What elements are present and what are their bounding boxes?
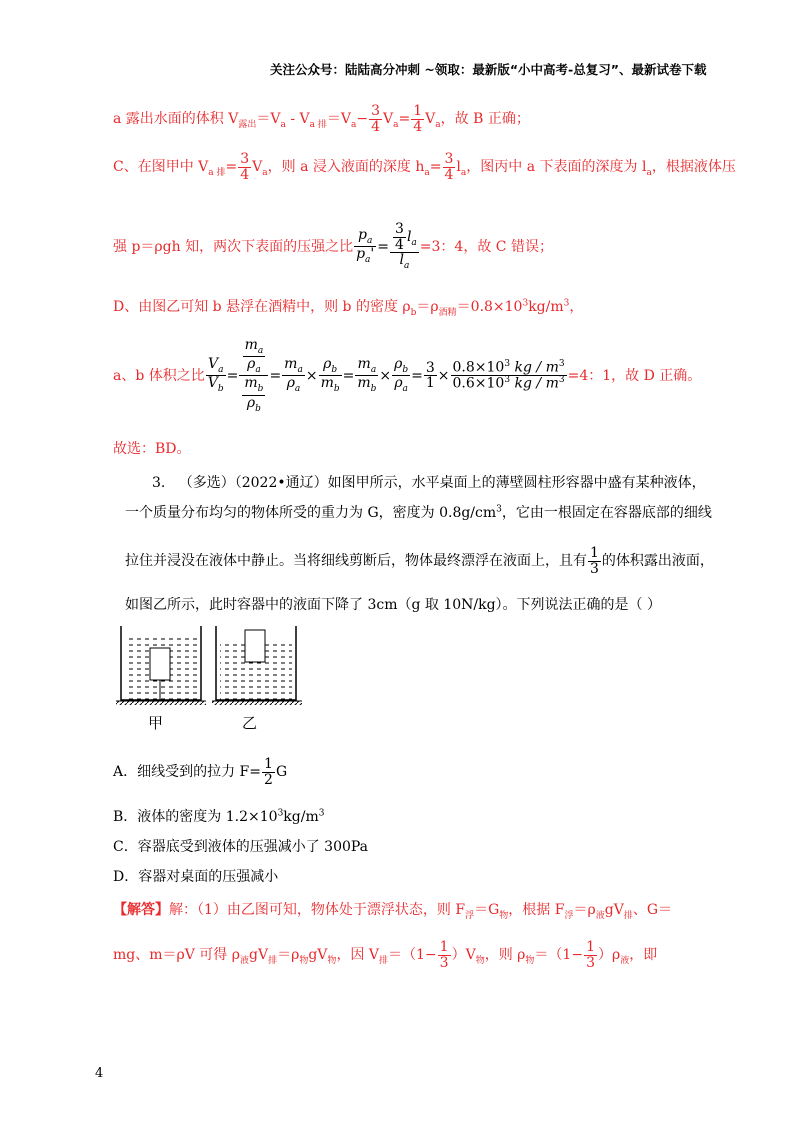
question-line-1: 3. （多选）（2022•通辽）如图甲所示，水平桌面上的薄壁圆柱形容器中盛有某种液体，: [152, 475, 706, 491]
container-diagram: [112, 618, 312, 738]
option-d: D．容器对桌面的压强减小: [113, 869, 279, 885]
fraction-1-4: $\frac{1}{4}$: [413, 103, 423, 135]
question-line-2: 一个质量分布均匀的物体所受的重力为 G，密度为 $0.8g/cm^3$，它由一根固定在容器底部的细线: [125, 504, 712, 521]
answer-line: 故选：BD。: [113, 441, 191, 457]
solution-line-7: mg、m＝ρV 可得 $\rho_液gV_排=\rho_物gV_物$，因 $V_排=(1-$ $\frac{1}{3}$ ）$V_物$，则 $\rho_物=(1-$ $\frac{1}{3}$ ）$\rho_液$，即: [113, 939, 658, 971]
label-jia: 甲: [148, 714, 164, 732]
solution-line-4: D、由图乙可知 b 悬浮在酒精中，则 b 的密度 $\rho_b=\rho_{酒精}=0.8\times 10^3kg/m^3$，: [113, 298, 584, 318]
option-a: A．细线受到的拉力 F= $\frac{1}{2}$ G: [113, 756, 288, 788]
page-number: 4: [95, 1066, 104, 1081]
object-yi: [245, 630, 265, 662]
figure-containers: [112, 618, 312, 738]
option-c: C．容器底受到液体的压强减小了 300Pa: [113, 839, 369, 855]
question-line-4: 如图乙所示，此时容器中的液面下降了 3cm（g 取 10N/kg）。下列说法正确的是（ ）: [125, 597, 662, 613]
solution-line-5: a、b 体积之比 $\frac{V_a}{V_b}$ = $\frac{\frac{m_a}{\rho_a}}{\frac{m_b}{\rho_b}}$ = $\frac{m_a}{\rho_a}$ × $\frac{\rho_b}{m_b}$ = $\frac{m_a}{m_b}$ × $\frac{\rho_b}{\rho_a}$ = $\frac{3}{1}$ × $\frac{0.8\times 10^3 kg / m^3}{0.6\times 10^3 kg / m^3}$ =4：1，故 D 正确。: [113, 337, 702, 414]
solution-line-2: C、在图甲中 $V_{a 排}=$ $\frac{3}{4}$ $V_a$，则 a 浸入液面的深度 $h_a=$ $\frac{3}{4}$ $l_a$，图丙中 a 下表面的深度为 $l_a$，根据液体压: [113, 151, 736, 183]
solution-line-1: a 露出水面的体积 $V_{露出}=V_a - V_{a 排}=V_a-$ $\frac{3}{4}$ $V_a=$ $\frac{1}{4}$ $V_a$，故 B 正确；: [113, 103, 530, 135]
label-yi: 乙: [242, 714, 258, 732]
question-line-3: 拉住并浸没在液体中静止。当将细线剪断后，物体最终漂浮在液面上，且有 $\frac{1}{3}$ 的体积露出液面，: [125, 545, 714, 577]
solution-line-3: 强 p＝ρgh 知，两次下表面的压强之比 $\frac{p_a}{p_a'}$ = $\frac{3}{4}$ $l_a$ $l_a$ =3：4，故 C 错误；: [113, 221, 553, 272]
object-jia: [150, 648, 170, 680]
solution-line-6: 【解答】解：（1）由乙图可知，物体处于漂浮状态，则 $F_浮=G_物$，根据 $F_浮=\rho_液gV_排$、G＝: [113, 902, 673, 921]
header-text: 关注公众号：陆陆高分冲刺 ~领取：最新版“小中高考-总复习”、最新试卷下载: [270, 62, 707, 77]
pressure-ratio-fraction: $\frac{p_a}{p_a'}$: [356, 227, 375, 266]
option-b: B．液体的密度为 $1.2\times 10^3kg/m^3$: [113, 808, 325, 825]
fraction-3-4: $\frac{3}{4}$: [371, 103, 381, 135]
